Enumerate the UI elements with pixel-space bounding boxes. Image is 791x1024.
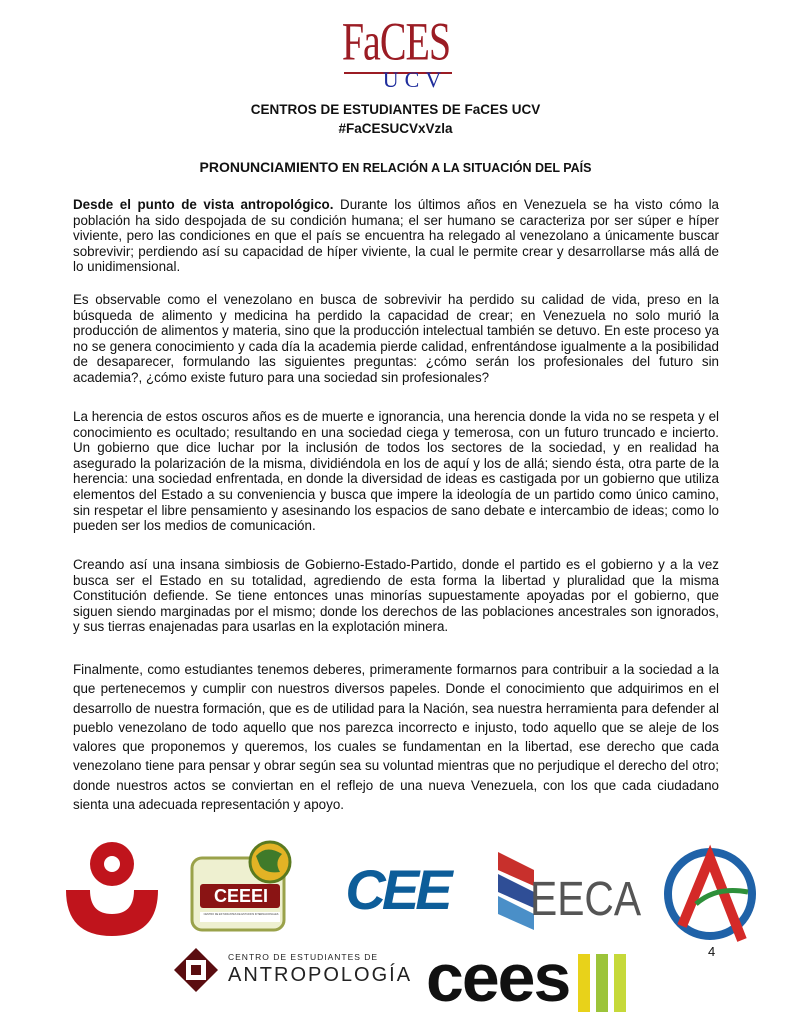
antropologia-line-2: ANTROPOLOGÍA [228, 964, 413, 986]
paragraph-4: Creando así una insana simbiosis de Gobierno-Estado-Partido, donde el partido es el gobierno y a la vez busca ser el Estado en su totalidad, agrediendo de esta forma la libertad y pluralidad que la misma Constitución defiende. Se tiene entonces unas minorías supuestamente apoyadas por el gobierno, que siguen siendo marginadas por el mismo; donde los derechos de las poblaciones ancestrales son ignorados, y sus tierras enajenadas para usarlas en la explotación minera. [73, 557, 719, 635]
cees-logo [426, 940, 636, 1016]
header-line-1: CENTROS DE ESTUDIANTES DE FaCES UCV [250, 102, 541, 117]
paragraph-3: La herencia de estos oscuros años es de muerte e ignorancia, una herencia donde la vida no se respeta y el conocimiento es ocultado; resultando en una sociedad ciega y temerosa, con un futuro truncado e incierto. Un gobierno que dice luchar por la inclusión de todos los sectores de la sociedad, y en realidad ha asegurado la polarización de la misma, dividiéndola en los de aquí y los de allá; siendo ésta, otra parte de la herencia: una sociedad enfrentada, en donde la diversidad de ideas es castigada por un gobierno que utiliza elementos del Estado a su conveniencia y busca que impere la ideología de un partido como único camino, sin respetar el libre pensamiento y asesinando los espacios de sano debate e intercambio de ideas; como lo pueden ser los medios de comunicación. [73, 409, 719, 534]
cees-text: cees [426, 940, 570, 1016]
title-main: PRONUNCIAMIENTO [199, 159, 339, 175]
ceeei-logo [190, 838, 300, 934]
paragraph-1-text: Durante los últimos años en Venezuela se ha visto cómo la población ha sido despojada de su condición humana; el ser humano se caracteriza por ser súper e híper viviente, pero las condiciones en que el país se encuentra ha relegado al venezolano a únicamente buscar sobrevivir; perdiendo así su capacidad de híper viviente, la cual le permite crear y desarrollarse más allá de lo unidimensional. [73, 197, 719, 275]
cees-bar-lime [614, 954, 626, 1012]
antropologia-line-1: CENTRO DE ESTUDIANTES DE [228, 952, 379, 962]
mountain-circle-logo [652, 844, 772, 948]
cees-bar-green [596, 954, 608, 1012]
cees-bar-yellow [578, 954, 590, 1012]
eeca-text: EECA [530, 873, 642, 926]
page-number: 4 [708, 944, 716, 959]
antropologia-logo [172, 946, 413, 994]
faces-ucv-logo [340, 12, 452, 94]
paragraph-2: Es observable como el venezolano en busca de sobrevivir ha perdido su calidad de vida, preso en la búsqueda de alimento y medicina ha perdido la capacidad de crear; en Venezuela no solo murió la producción de alimentos y materia, sino que la producción intelectual también se detuvo. En este proceso ya no se genera conocimiento y cada día la academia pierde calidad, enfrentándose igualmente a la posibilidad de desaparecer, formulando las siguientes preguntas: ¿cómo serán los profesionales del futuro sin academia?, ¿cómo existe futuro para una sociedad sin profesionales? [73, 292, 719, 385]
document-title [0, 159, 791, 175]
ceeei-small-text: CENTRO DE ESTUDIANTES DE ESTUDIOS INTERNACIONALES [203, 913, 279, 916]
faces-wordmark: FaCES [341, 10, 451, 72]
paragraph-1-lead: Desde el punto de vista antropológico. [73, 197, 334, 212]
red-figure-logo [64, 838, 160, 938]
title-rest: EN RELACIÓN A LA SITUACIÓN DEL PAÍS [338, 161, 592, 175]
paragraph-5: Finalmente, como estudiantes tenemos deberes, primeramente formarnos para contribuir a la sociedad a la que pertenecemos y cumplir con nuestros diversos papeles. Donde el conocimiento que adquirimos en el desarrollo de nuestra formación, que es de utilidad para la Nación, sea nuestra herramienta para defender al pueblo venezolano de todo aquello que nos parezca incorrecto e injusto, todo aquello que se aleje de los valores que proponemos y queremos, los cuales se fundamentan en la libertad, ese derecho que cada venezolano tiene para pensar y obrar según sea su voluntad mientras que no perjudique el derecho del otro; donde nuestros actos se conviertan en el reflejo de una nueva Venezuela, con los que cada ciudadano sienta una adecuada representación y apoyo. [73, 662, 719, 813]
ucv-wordmark: UCV [382, 67, 448, 92]
antropologia-emblem-icon [172, 946, 220, 994]
eeca-logo [494, 848, 640, 938]
cee-logo [322, 860, 472, 920]
header-hashtag: #FaCESUCVxVzla [338, 121, 453, 136]
paragraph-1 [73, 197, 719, 275]
cee-text: CEE [345, 858, 449, 921]
ceeei-text: CEEEI [213, 886, 269, 906]
